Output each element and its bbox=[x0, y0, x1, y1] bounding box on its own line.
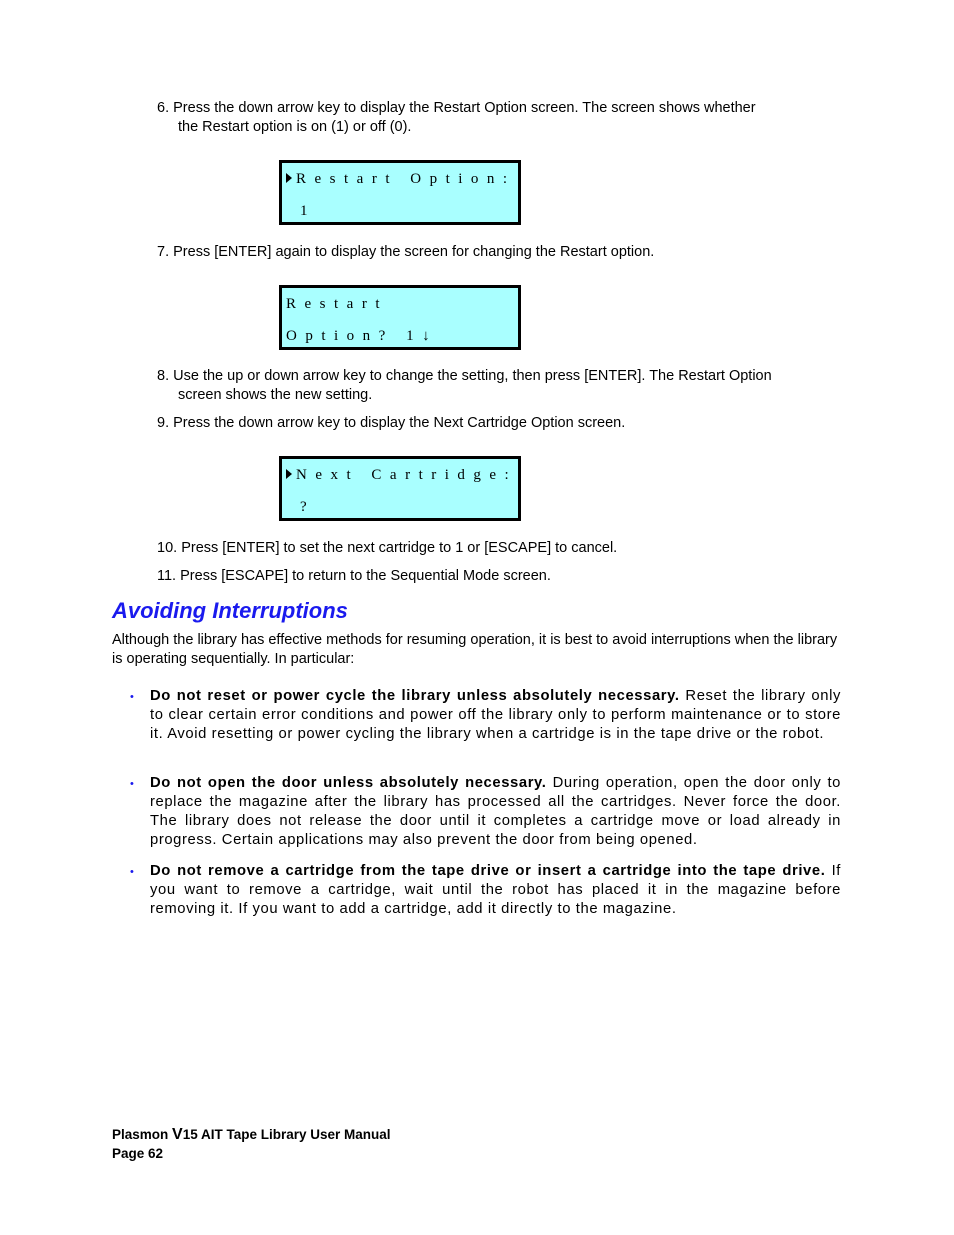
step-text: Press [ENTER] again to display the screen for changing the Restart option. bbox=[173, 244, 655, 260]
footer-page-number: Page 62 bbox=[112, 1146, 164, 1161]
bullet-text: Reset the library only to clear certain error conditions and power off the library only to perform maintenance or to store it. Avoid resetting or power cycling the library when a cartridge is in the tape drive or the robot. bbox=[150, 688, 841, 742]
lcd-next-cartridge-screen bbox=[279, 456, 521, 521]
step-text: Use the up or down arrow key to change the setting, then press [ENTER]. The Restart Option bbox=[173, 368, 772, 384]
lcd-restart-change-screen bbox=[279, 285, 521, 350]
bullet-dot-icon: • bbox=[130, 866, 135, 878]
bullet-item bbox=[130, 774, 841, 850]
section-intro: Although the library has effective methods for resuming operation, it is best to avoid interruptions when the library is operating sequentially. In particular: bbox=[112, 632, 838, 667]
lcd-line-1: Restart bbox=[286, 296, 388, 312]
bullet-text: If you want to remove a cartridge, wait until the robot has placed it in the magazine before removing it. If you want to add a cartridge, add it directly to the magazine. bbox=[150, 863, 842, 917]
bullet-item bbox=[130, 687, 841, 744]
step-6 bbox=[157, 99, 837, 137]
pointer-triangle-icon bbox=[286, 173, 292, 183]
step-8 bbox=[157, 367, 837, 405]
bullet-bold-lead: Do not open the door unless absolutely necessary. bbox=[150, 775, 547, 791]
lcd-line-2: 1 bbox=[300, 203, 316, 219]
step-number: 10. bbox=[157, 540, 178, 556]
lcd-line-2: Option? 1↓ bbox=[286, 328, 439, 344]
lcd-line-1: Next Cartridge: bbox=[296, 467, 518, 483]
bullet-dot-icon: • bbox=[130, 778, 135, 790]
step-10 bbox=[157, 539, 837, 558]
lcd-line-2: ? bbox=[300, 499, 316, 515]
step-9 bbox=[157, 414, 837, 433]
step-number: 7. bbox=[157, 244, 170, 260]
lcd-line-1: Restart Option: bbox=[296, 171, 516, 187]
bullet-text: During operation, open the door only to replace the magazine after the library has processed all the cartridges. Never force the door. The library does not release the door until it completes a cartridge move or load already in progress. Certain applications may also prevent the door from being opened. bbox=[150, 775, 841, 848]
step-number: 8. bbox=[157, 368, 170, 384]
step-text-continued: the Restart option is on (1) or off (0). bbox=[178, 119, 412, 135]
page-footer bbox=[112, 1125, 391, 1163]
step-number: 6. bbox=[157, 100, 170, 116]
step-text: Press [ESCAPE] to return to the Sequential Mode screen. bbox=[180, 568, 551, 584]
bullet-item bbox=[130, 862, 841, 919]
footer-manual-title: Plasmon V15 AIT Tape Library User Manual bbox=[112, 1126, 391, 1143]
pointer-triangle-icon bbox=[286, 469, 292, 479]
bullet-bold-lead: Do not reset or power cycle the library unless absolutely necessary. bbox=[150, 688, 680, 704]
step-number: 11. bbox=[157, 568, 177, 584]
step-text: Press [ENTER] to set the next cartridge to 1 or [ESCAPE] to cancel. bbox=[181, 540, 618, 556]
section-heading: Avoiding Interruptions bbox=[112, 598, 348, 623]
step-text-continued: screen shows the new setting. bbox=[178, 387, 373, 403]
step-number: 9. bbox=[157, 415, 170, 431]
lcd-restart-option-screen bbox=[279, 160, 521, 225]
step-text: Press the down arrow key to display the Restart Option screen. The screen shows whether bbox=[173, 100, 756, 116]
step-11 bbox=[157, 567, 837, 586]
step-7 bbox=[157, 243, 837, 262]
step-text: Press the down arrow key to display the Next Cartridge Option screen. bbox=[173, 415, 626, 431]
bullet-bold-lead: Do not remove a cartridge from the tape drive or insert a cartridge into the tape drive. bbox=[150, 863, 826, 879]
bullet-dot-icon: • bbox=[130, 691, 135, 703]
